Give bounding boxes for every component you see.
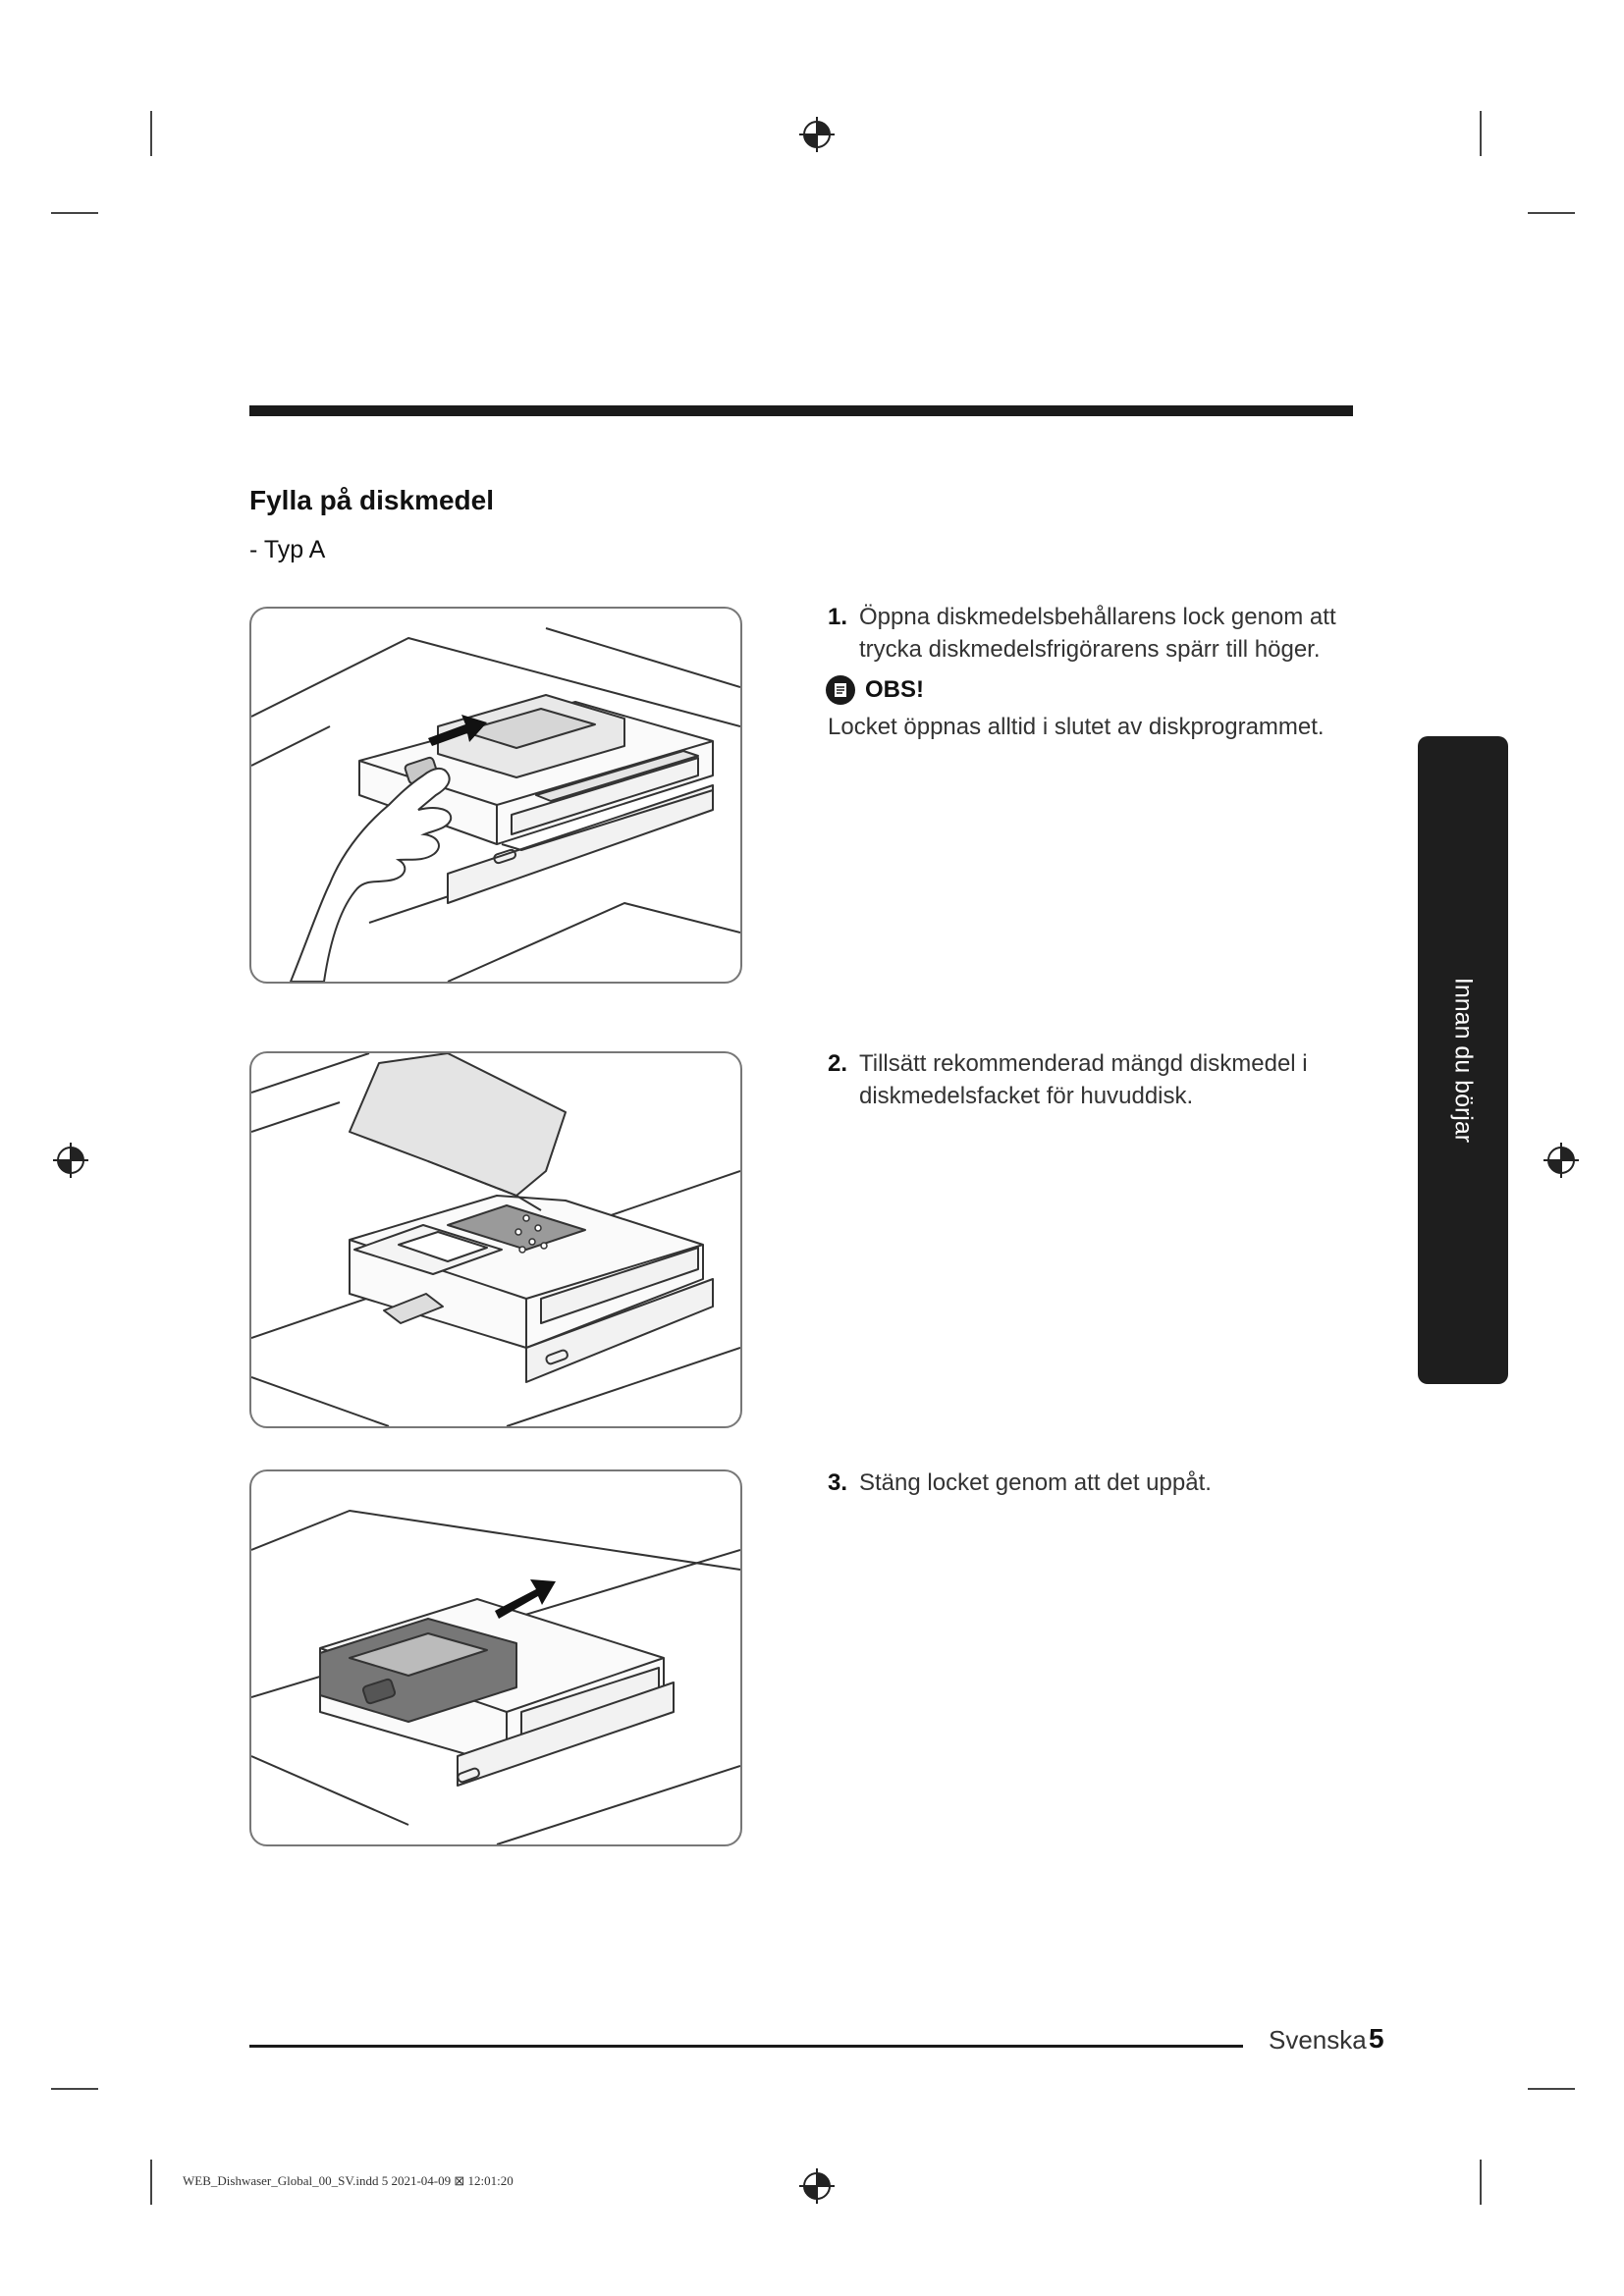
crop-mark <box>1480 2160 1482 2205</box>
crop-mark <box>1528 2088 1575 2090</box>
dispenser-open-illustration <box>251 609 740 982</box>
chapter-side-tab-label: Innan du börjar <box>1449 977 1478 1144</box>
registration-mark-icon <box>797 2166 837 2206</box>
figure-open-dispenser <box>249 607 742 984</box>
registration-mark-icon <box>797 115 837 154</box>
step-number: 3. <box>828 1469 848 1496</box>
note-text: Locket öppnas alltid i slutet av diskprogrammet. <box>828 714 1325 740</box>
step-1 <box>828 601 1358 666</box>
dispenser-close-illustration <box>251 1471 740 1844</box>
footer-rule <box>249 2045 1243 2048</box>
crop-mark <box>51 212 98 214</box>
step-text: Öppna diskmedelsbehållarens lock genom att trycka diskmedelsfrigörarens spärr till höger. <box>859 604 1336 663</box>
crop-mark <box>150 111 152 156</box>
step-text: Tillsätt rekommenderad mängd diskmedel i diskmedelsfacket för huvuddisk. <box>859 1050 1308 1109</box>
section-subtitle: - Typ A <box>249 536 326 563</box>
detergent-pour-illustration <box>251 1053 740 1426</box>
note-icon <box>826 675 855 705</box>
registration-mark-icon <box>1542 1141 1581 1180</box>
registration-mark-icon <box>51 1141 90 1180</box>
print-slug: WEB_Dishwaser_Global_00_SV.indd 5 2021-04-09 ⊠ 12:01:20 <box>183 2173 514 2188</box>
chapter-side-tab <box>1418 736 1508 1384</box>
step-text: Stäng locket genom att det uppåt. <box>859 1469 1212 1496</box>
figure-add-detergent <box>249 1051 742 1428</box>
crop-mark <box>150 2160 152 2205</box>
figure-close-lid <box>249 1469 742 1846</box>
step-2 <box>828 1047 1358 1112</box>
crop-mark <box>1480 111 1482 156</box>
step-3 <box>828 1467 1358 1499</box>
note-header <box>826 675 924 705</box>
note-title: OBS! <box>865 676 924 703</box>
footer-language: Svenska <box>1269 2025 1367 2055</box>
section-title: Fylla på diskmedel <box>249 485 494 515</box>
crop-mark <box>1528 212 1575 214</box>
page-number: 5 <box>1369 2023 1384 2054</box>
crop-mark <box>51 2088 98 2090</box>
header-rule <box>249 405 1353 416</box>
step-number: 2. <box>828 1050 848 1077</box>
step-number: 1. <box>828 604 848 630</box>
